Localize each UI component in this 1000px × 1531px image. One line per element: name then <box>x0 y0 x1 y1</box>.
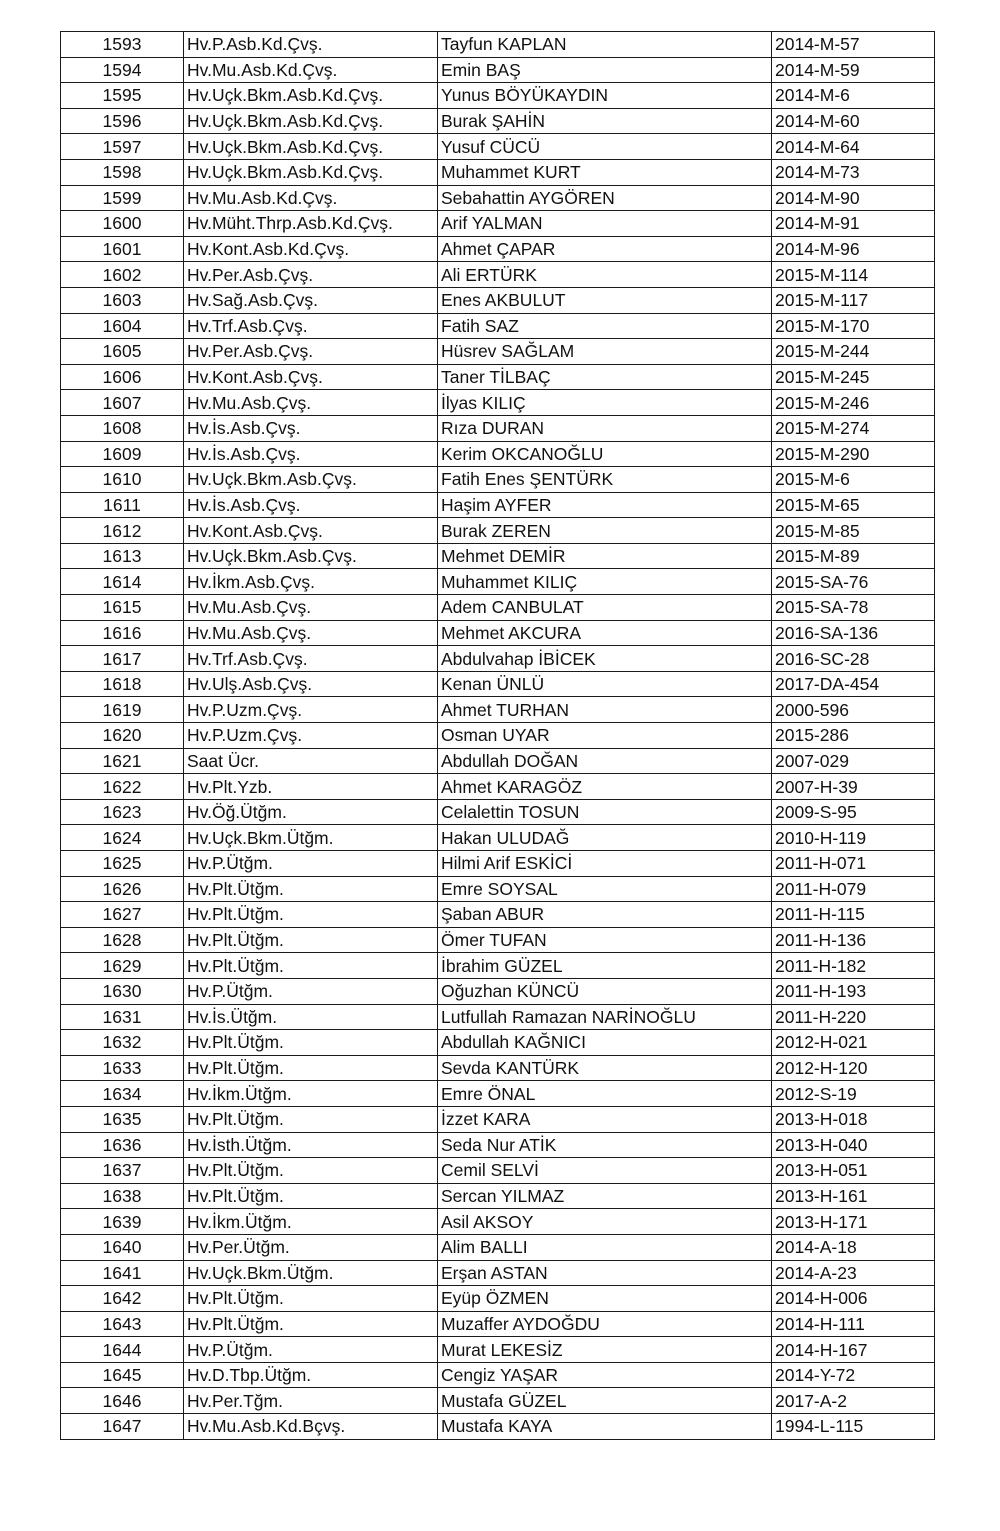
rank-cell: Hv.Uçk.Bkm.Asb.Kd.Çvş. <box>184 83 438 109</box>
registry-number-cell: 2011-H-193 <box>772 978 935 1004</box>
full-name-cell: Emre ÖNAL <box>438 1081 772 1107</box>
table-row <box>61 339 935 365</box>
row-number-cell: 1595 <box>61 83 184 109</box>
table-row <box>61 287 935 313</box>
full-name-cell: Arif YALMAN <box>438 211 772 237</box>
row-number-cell: 1598 <box>61 159 184 185</box>
table-row <box>61 748 935 774</box>
full-name-cell: Alim BALLI <box>438 1234 772 1260</box>
full-name-cell: Emre SOYSAL <box>438 876 772 902</box>
registry-number-cell: 2014-Y-72 <box>772 1362 935 1388</box>
rank-cell: Hv.Plt.Ütğm. <box>184 1106 438 1132</box>
full-name-cell: Yunus BÖYÜKAYDIN <box>438 83 772 109</box>
table-row <box>61 364 935 390</box>
registry-number-cell: 2007-H-39 <box>772 774 935 800</box>
table-row <box>61 57 935 83</box>
full-name-cell: Sercan YILMAZ <box>438 1183 772 1209</box>
registry-number-cell: 2017-DA-454 <box>772 671 935 697</box>
registry-number-cell: 2007-029 <box>772 748 935 774</box>
table-row <box>61 876 935 902</box>
row-number-cell: 1616 <box>61 620 184 646</box>
full-name-cell: Ahmet KARAGÖZ <box>438 774 772 800</box>
registry-number-cell: 2014-M-57 <box>772 32 935 58</box>
table-row <box>61 1234 935 1260</box>
registry-number-cell: 2014-M-73 <box>772 159 935 185</box>
rank-cell: Hv.Plt.Ütğm. <box>184 953 438 979</box>
table-row <box>61 211 935 237</box>
rank-cell: Hv.Uçk.Bkm.Asb.Kd.Çvş. <box>184 159 438 185</box>
table-row <box>61 595 935 621</box>
row-number-cell: 1641 <box>61 1260 184 1286</box>
rank-cell: Hv.Plt.Ütğm. <box>184 1286 438 1312</box>
rank-cell: Hv.Mu.Asb.Kd.Çvş. <box>184 185 438 211</box>
rank-cell: Hv.Plt.Ütğm. <box>184 902 438 928</box>
table-row <box>61 620 935 646</box>
row-number-cell: 1623 <box>61 799 184 825</box>
row-number-cell: 1634 <box>61 1081 184 1107</box>
full-name-cell: Lutfullah Ramazan NARİNOĞLU <box>438 1004 772 1030</box>
row-number-cell: 1642 <box>61 1286 184 1312</box>
rank-cell: Hv.İkm.Ütğm. <box>184 1081 438 1107</box>
full-name-cell: Erşan ASTAN <box>438 1260 772 1286</box>
registry-number-cell: 2015-SA-78 <box>772 595 935 621</box>
rank-cell: Hv.P.Ütğm. <box>184 978 438 1004</box>
rank-cell: Hv.İs.Ütğm. <box>184 1004 438 1030</box>
rank-cell: Hv.Mu.Asb.Kd.Bçvş. <box>184 1414 438 1440</box>
row-number-cell: 1637 <box>61 1158 184 1184</box>
table-row <box>61 313 935 339</box>
rank-cell: Hv.Sağ.Asb.Çvş. <box>184 287 438 313</box>
registry-number-cell: 2016-SA-136 <box>772 620 935 646</box>
row-number-cell: 1620 <box>61 723 184 749</box>
rank-cell: Hv.Uçk.Bkm.Ütğm. <box>184 1260 438 1286</box>
full-name-cell: Hilmi Arif ESKİCİ <box>438 851 772 877</box>
rank-cell: Hv.Mu.Asb.Kd.Çvş. <box>184 57 438 83</box>
table-row <box>61 390 935 416</box>
registry-number-cell: 2011-H-182 <box>772 953 935 979</box>
row-number-cell: 1647 <box>61 1414 184 1440</box>
registry-number-cell: 2014-H-167 <box>772 1337 935 1363</box>
row-number-cell: 1612 <box>61 518 184 544</box>
table-row <box>61 185 935 211</box>
registry-number-cell: 2014-M-91 <box>772 211 935 237</box>
registry-number-cell: 2014-M-6 <box>772 83 935 109</box>
table-row <box>61 1311 935 1337</box>
rank-cell: Hv.Plt.Ütğm. <box>184 927 438 953</box>
row-number-cell: 1625 <box>61 851 184 877</box>
table-row <box>61 262 935 288</box>
full-name-cell: Cemil SELVİ <box>438 1158 772 1184</box>
row-number-cell: 1608 <box>61 415 184 441</box>
row-number-cell: 1646 <box>61 1388 184 1414</box>
table-row <box>61 1362 935 1388</box>
full-name-cell: Kenan ÜNLÜ <box>438 671 772 697</box>
registry-number-cell: 2015-M-290 <box>772 441 935 467</box>
table-row <box>61 774 935 800</box>
table-row <box>61 1414 935 1440</box>
rank-cell: Hv.Uçk.Bkm.Asb.Kd.Çvş. <box>184 108 438 134</box>
table-row <box>61 492 935 518</box>
rank-cell: Hv.P.Uzm.Çvş. <box>184 697 438 723</box>
registry-number-cell: 2012-H-120 <box>772 1055 935 1081</box>
table-row <box>61 1209 935 1235</box>
table-row <box>61 543 935 569</box>
rank-cell: Hv.Kont.Asb.Kd.Çvş. <box>184 236 438 262</box>
full-name-cell: Asil AKSOY <box>438 1209 772 1235</box>
full-name-cell: Muzaffer AYDOĞDU <box>438 1311 772 1337</box>
table-row <box>61 723 935 749</box>
full-name-cell: Emin BAŞ <box>438 57 772 83</box>
table-row <box>61 1183 935 1209</box>
registry-number-cell: 2013-H-161 <box>772 1183 935 1209</box>
full-name-cell: Rıza DURAN <box>438 415 772 441</box>
registry-number-cell: 2000-596 <box>772 697 935 723</box>
row-number-cell: 1639 <box>61 1209 184 1235</box>
row-number-cell: 1605 <box>61 339 184 365</box>
registry-number-cell: 2016-SC-28 <box>772 646 935 672</box>
row-number-cell: 1603 <box>61 287 184 313</box>
full-name-cell: Muhammet KILIÇ <box>438 569 772 595</box>
table-row <box>61 1388 935 1414</box>
full-name-cell: Şaban ABUR <box>438 902 772 928</box>
full-name-cell: Hüsrev SAĞLAM <box>438 339 772 365</box>
registry-number-cell: 2013-H-051 <box>772 1158 935 1184</box>
rank-cell: Hv.Per.Tğm. <box>184 1388 438 1414</box>
table-row <box>61 1081 935 1107</box>
rank-cell: Hv.Trf.Asb.Çvş. <box>184 646 438 672</box>
rank-cell: Hv.İs.Asb.Çvş. <box>184 415 438 441</box>
rank-cell: Hv.Plt.Ütğm. <box>184 876 438 902</box>
registry-number-cell: 2014-H-006 <box>772 1286 935 1312</box>
full-name-cell: Mustafa KAYA <box>438 1414 772 1440</box>
row-number-cell: 1611 <box>61 492 184 518</box>
registry-number-cell: 2013-H-018 <box>772 1106 935 1132</box>
row-number-cell: 1631 <box>61 1004 184 1030</box>
table-row <box>61 646 935 672</box>
table-row <box>61 415 935 441</box>
table-row <box>61 134 935 160</box>
row-number-cell: 1610 <box>61 467 184 493</box>
rank-cell: Hv.Kont.Asb.Çvş. <box>184 518 438 544</box>
row-number-cell: 1617 <box>61 646 184 672</box>
registry-number-cell: 2015-M-170 <box>772 313 935 339</box>
rank-cell: Hv.Per.Asb.Çvş. <box>184 339 438 365</box>
row-number-cell: 1638 <box>61 1183 184 1209</box>
registry-number-cell: 2015-M-117 <box>772 287 935 313</box>
full-name-cell: Seda Nur ATİK <box>438 1132 772 1158</box>
table-row <box>61 159 935 185</box>
rank-cell: Hv.İs.Asb.Çvş. <box>184 492 438 518</box>
rank-cell: Saat Ücr. <box>184 748 438 774</box>
rank-cell: Hv.Uçk.Bkm.Asb.Çvş. <box>184 467 438 493</box>
rank-cell: Hv.Ulş.Asb.Çvş. <box>184 671 438 697</box>
table-row <box>61 518 935 544</box>
row-number-cell: 1594 <box>61 57 184 83</box>
row-number-cell: 1624 <box>61 825 184 851</box>
rank-cell: Hv.Plt.Yzb. <box>184 774 438 800</box>
row-number-cell: 1618 <box>61 671 184 697</box>
rank-cell: Hv.Per.Ütğm. <box>184 1234 438 1260</box>
registry-number-cell: 2011-H-136 <box>772 927 935 953</box>
table-row <box>61 1106 935 1132</box>
table-row <box>61 236 935 262</box>
rank-cell: Hv.Plt.Ütğm. <box>184 1055 438 1081</box>
registry-number-cell: 2015-286 <box>772 723 935 749</box>
registry-number-cell: 2014-A-18 <box>772 1234 935 1260</box>
rank-cell: Hv.Mu.Asb.Çvş. <box>184 390 438 416</box>
registry-number-cell: 2015-M-246 <box>772 390 935 416</box>
rank-cell: Hv.Plt.Ütğm. <box>184 1158 438 1184</box>
full-name-cell: Yusuf CÜCÜ <box>438 134 772 160</box>
rank-cell: Hv.Plt.Ütğm. <box>184 1030 438 1056</box>
table-row <box>61 1004 935 1030</box>
row-number-cell: 1613 <box>61 543 184 569</box>
full-name-cell: Burak ZEREN <box>438 518 772 544</box>
registry-number-cell: 2014-M-64 <box>772 134 935 160</box>
table-row <box>61 825 935 851</box>
rank-cell: Hv.P.Uzm.Çvş. <box>184 723 438 749</box>
row-number-cell: 1629 <box>61 953 184 979</box>
full-name-cell: Abdullah KAĞNICI <box>438 1030 772 1056</box>
row-number-cell: 1628 <box>61 927 184 953</box>
rank-cell: Hv.Per.Asb.Çvş. <box>184 262 438 288</box>
full-name-cell: Mustafa GÜZEL <box>438 1388 772 1414</box>
full-name-cell: Muhammet KURT <box>438 159 772 185</box>
rank-cell: Hv.Uçk.Bkm.Asb.Çvş. <box>184 543 438 569</box>
registry-number-cell: 2010-H-119 <box>772 825 935 851</box>
rank-cell: Hv.Trf.Asb.Çvş. <box>184 313 438 339</box>
rank-cell: Hv.P.Ütğm. <box>184 1337 438 1363</box>
full-name-cell: Ali ERTÜRK <box>438 262 772 288</box>
full-name-cell: Abdullah DOĞAN <box>438 748 772 774</box>
full-name-cell: Fatih Enes ŞENTÜRK <box>438 467 772 493</box>
row-number-cell: 1621 <box>61 748 184 774</box>
full-name-cell: Eyüp ÖZMEN <box>438 1286 772 1312</box>
full-name-cell: İlyas KILIÇ <box>438 390 772 416</box>
row-number-cell: 1622 <box>61 774 184 800</box>
rank-cell: Hv.İkm.Asb.Çvş. <box>184 569 438 595</box>
table-row <box>61 671 935 697</box>
registry-number-cell: 2015-SA-76 <box>772 569 935 595</box>
registry-number-cell: 2011-H-220 <box>772 1004 935 1030</box>
row-number-cell: 1599 <box>61 185 184 211</box>
registry-number-cell: 2011-H-071 <box>772 851 935 877</box>
full-name-cell: Tayfun KAPLAN <box>438 32 772 58</box>
row-number-cell: 1600 <box>61 211 184 237</box>
registry-number-cell: 2014-H-111 <box>772 1311 935 1337</box>
registry-number-cell: 2015-M-89 <box>772 543 935 569</box>
full-name-cell: Oğuzhan KÜNCÜ <box>438 978 772 1004</box>
full-name-cell: Osman UYAR <box>438 723 772 749</box>
rank-cell: Hv.Uçk.Bkm.Asb.Kd.Çvş. <box>184 134 438 160</box>
rank-cell: Hv.Uçk.Bkm.Ütğm. <box>184 825 438 851</box>
full-name-cell: Haşim AYFER <box>438 492 772 518</box>
personnel-table-body <box>61 32 935 1440</box>
registry-number-cell: 2014-M-60 <box>772 108 935 134</box>
full-name-cell: İbrahim GÜZEL <box>438 953 772 979</box>
registry-number-cell: 2017-A-2 <box>772 1388 935 1414</box>
row-number-cell: 1645 <box>61 1362 184 1388</box>
registry-number-cell: 2015-M-245 <box>772 364 935 390</box>
full-name-cell: Kerim OKCANOĞLU <box>438 441 772 467</box>
full-name-cell: Cengiz YAŞAR <box>438 1362 772 1388</box>
rank-cell: Hv.Müht.Thrp.Asb.Kd.Çvş. <box>184 211 438 237</box>
registry-number-cell: 2014-M-90 <box>772 185 935 211</box>
full-name-cell: Enes AKBULUT <box>438 287 772 313</box>
row-number-cell: 1626 <box>61 876 184 902</box>
row-number-cell: 1627 <box>61 902 184 928</box>
row-number-cell: 1640 <box>61 1234 184 1260</box>
full-name-cell: Celalettin TOSUN <box>438 799 772 825</box>
rank-cell: Hv.Mu.Asb.Çvş. <box>184 595 438 621</box>
rank-cell: Hv.P.Ütğm. <box>184 851 438 877</box>
registry-number-cell: 2015-M-65 <box>772 492 935 518</box>
full-name-cell: Adem CANBULAT <box>438 595 772 621</box>
table-row <box>61 1260 935 1286</box>
rank-cell: Hv.Mu.Asb.Çvş. <box>184 620 438 646</box>
full-name-cell: Ömer TUFAN <box>438 927 772 953</box>
registry-number-cell: 2015-M-6 <box>772 467 935 493</box>
registry-number-cell: 2009-S-95 <box>772 799 935 825</box>
row-number-cell: 1619 <box>61 697 184 723</box>
registry-number-cell: 2015-M-274 <box>772 415 935 441</box>
registry-number-cell: 2011-H-079 <box>772 876 935 902</box>
row-number-cell: 1593 <box>61 32 184 58</box>
rank-cell: Hv.D.Tbp.Ütğm. <box>184 1362 438 1388</box>
rank-cell: Hv.Kont.Asb.Çvş. <box>184 364 438 390</box>
registry-number-cell: 2014-M-59 <box>772 57 935 83</box>
registry-number-cell: 2014-M-96 <box>772 236 935 262</box>
full-name-cell: Sebahattin AYGÖREN <box>438 185 772 211</box>
registry-number-cell: 2012-H-021 <box>772 1030 935 1056</box>
registry-number-cell: 2013-H-040 <box>772 1132 935 1158</box>
table-row <box>61 32 935 58</box>
row-number-cell: 1601 <box>61 236 184 262</box>
table-row <box>61 1158 935 1184</box>
registry-number-cell: 1994-L-115 <box>772 1414 935 1440</box>
full-name-cell: Murat LEKESİZ <box>438 1337 772 1363</box>
table-row <box>61 697 935 723</box>
table-row <box>61 441 935 467</box>
table-row <box>61 83 935 109</box>
row-number-cell: 1633 <box>61 1055 184 1081</box>
full-name-cell: Ahmet TURHAN <box>438 697 772 723</box>
table-row <box>61 1337 935 1363</box>
row-number-cell: 1606 <box>61 364 184 390</box>
row-number-cell: 1614 <box>61 569 184 595</box>
registry-number-cell: 2014-A-23 <box>772 1260 935 1286</box>
registry-number-cell: 2015-M-114 <box>772 262 935 288</box>
registry-number-cell: 2011-H-115 <box>772 902 935 928</box>
table-row <box>61 467 935 493</box>
full-name-cell: İzzet KARA <box>438 1106 772 1132</box>
row-number-cell: 1643 <box>61 1311 184 1337</box>
personnel-table <box>60 31 935 1440</box>
row-number-cell: 1644 <box>61 1337 184 1363</box>
row-number-cell: 1607 <box>61 390 184 416</box>
rank-cell: Hv.İs.Asb.Çvş. <box>184 441 438 467</box>
table-row <box>61 1055 935 1081</box>
full-name-cell: Ahmet ÇAPAR <box>438 236 772 262</box>
row-number-cell: 1596 <box>61 108 184 134</box>
rank-cell: Hv.Plt.Ütğm. <box>184 1183 438 1209</box>
full-name-cell: Taner TİLBAÇ <box>438 364 772 390</box>
row-number-cell: 1632 <box>61 1030 184 1056</box>
full-name-cell: Fatih SAZ <box>438 313 772 339</box>
full-name-cell: Mehmet DEMİR <box>438 543 772 569</box>
table-row <box>61 569 935 595</box>
rank-cell: Hv.İsth.Ütğm. <box>184 1132 438 1158</box>
row-number-cell: 1635 <box>61 1106 184 1132</box>
rank-cell: Hv.İkm.Ütğm. <box>184 1209 438 1235</box>
table-row <box>61 851 935 877</box>
registry-number-cell: 2012-S-19 <box>772 1081 935 1107</box>
row-number-cell: 1609 <box>61 441 184 467</box>
row-number-cell: 1615 <box>61 595 184 621</box>
table-row <box>61 927 935 953</box>
registry-number-cell: 2015-M-85 <box>772 518 935 544</box>
row-number-cell: 1602 <box>61 262 184 288</box>
row-number-cell: 1597 <box>61 134 184 160</box>
full-name-cell: Hakan ULUDAĞ <box>438 825 772 851</box>
table-row <box>61 1030 935 1056</box>
table-row <box>61 799 935 825</box>
row-number-cell: 1604 <box>61 313 184 339</box>
table-row <box>61 1286 935 1312</box>
full-name-cell: Burak ŞAHİN <box>438 108 772 134</box>
full-name-cell: Sevda KANTÜRK <box>438 1055 772 1081</box>
registry-number-cell: 2013-H-171 <box>772 1209 935 1235</box>
table-row <box>61 978 935 1004</box>
rank-cell: Hv.P.Asb.Kd.Çvş. <box>184 32 438 58</box>
rank-cell: Hv.Öğ.Ütğm. <box>184 799 438 825</box>
row-number-cell: 1630 <box>61 978 184 1004</box>
rank-cell: Hv.Plt.Ütğm. <box>184 1311 438 1337</box>
table-row <box>61 1132 935 1158</box>
table-row <box>61 953 935 979</box>
registry-number-cell: 2015-M-244 <box>772 339 935 365</box>
table-row <box>61 902 935 928</box>
full-name-cell: Mehmet AKCURA <box>438 620 772 646</box>
full-name-cell: Abdulvahap İBİCEK <box>438 646 772 672</box>
row-number-cell: 1636 <box>61 1132 184 1158</box>
table-row <box>61 108 935 134</box>
